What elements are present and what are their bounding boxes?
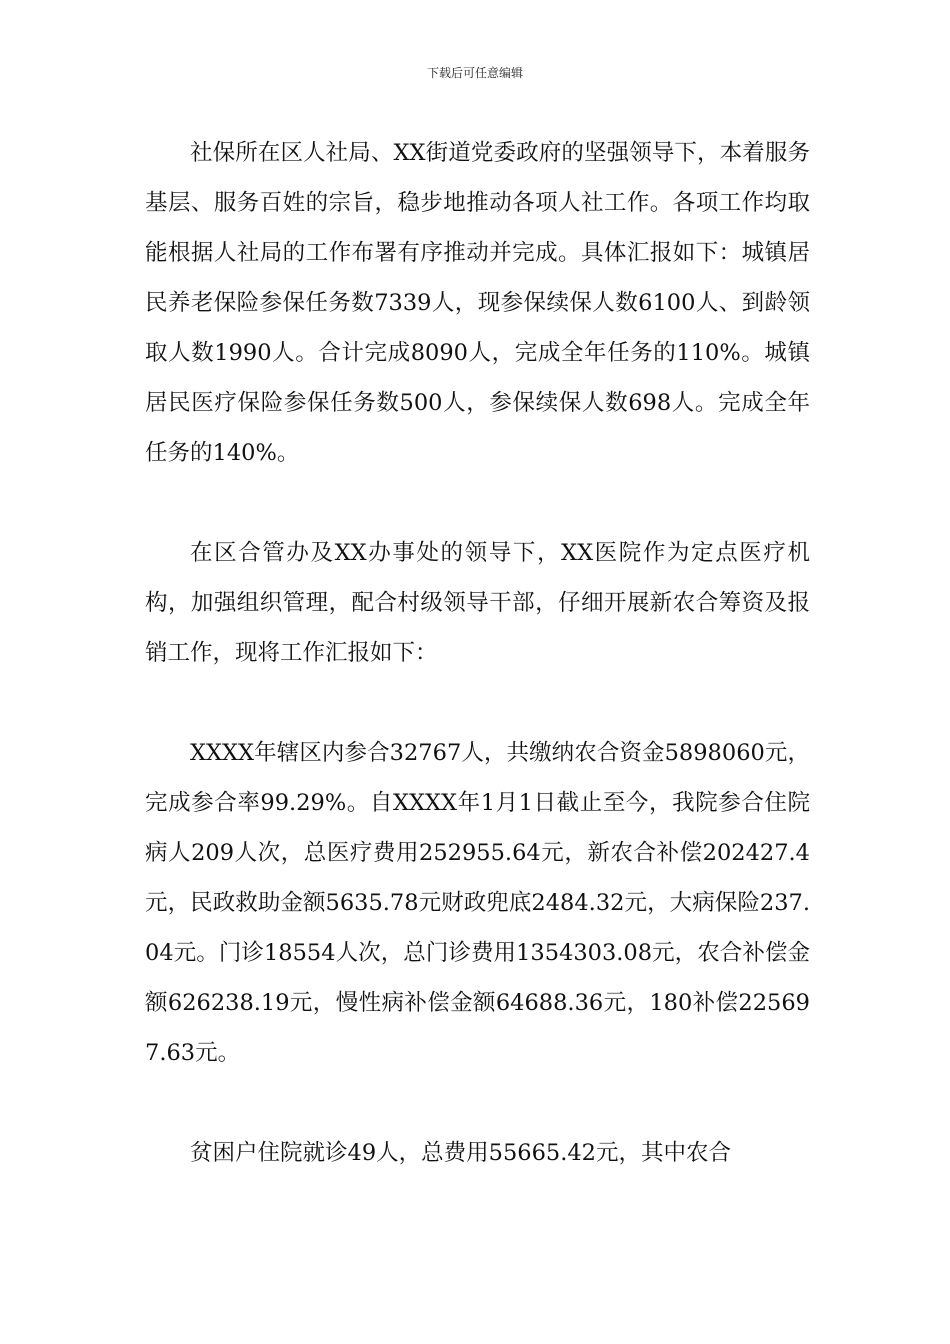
paragraph-hospital-intro: 在区合管办及XX办事处的领导下，XX医院作为定点医疗机构，加强组织管理，配合村级领导干部，仔细开展新农合筹资及报销工作，现将工作汇报如下： <box>145 540 810 666</box>
paragraph-poor-households: 贫困户住院就诊49人，总费用55665.42元，其中农合 <box>190 1140 731 1166</box>
document-body <box>145 128 810 1178</box>
page-header-note: 下载后可任意编辑 <box>426 66 523 80</box>
paragraph-cooperative-stats: XXXX年辖区内参合32767人，共缴纳农合资金5898060元，完成参合率99.29%。自XXXX年1月1日截止至今，我院参合住院病人209人次，总医疗费用252955.64元，新农合补偿202427.4元，民政救助金额5635.78元财政兜底2484.32元，大病保险237.04元。门诊18554人次，总门诊费用1354303.08元，农合补偿金额626238.19元，慢性病补偿金额64688.36元，180补偿225697.63元。 <box>145 740 810 1066</box>
paragraph-social-insurance: 社保所在区人社局、XX街道党委政府的坚强领导下，本着服务基层、服务百姓的宗旨，稳步地推动各项人社工作。各项工作均取能根据人社局的工作布署有序推动并完成。具体汇报如下：城镇居民养老保险参保任务数7339人，现参保续保人数6100人、到龄领取人数1990人。合计完成8090人，完成全年任务的110%。城镇居民医疗保险参保任务数500人，参保续保人数698人。完成全年任务的140%。 <box>145 140 810 466</box>
